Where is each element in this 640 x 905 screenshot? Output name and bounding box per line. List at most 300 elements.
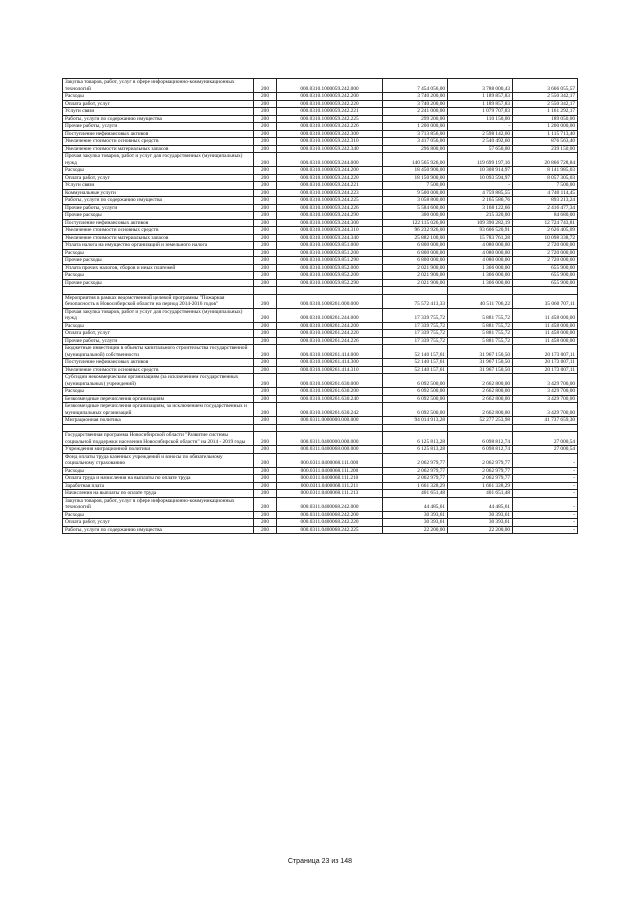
row-approved-cell: 17 339 755,72 <box>383 330 448 338</box>
row-executed-cell: 5 881 755,72 <box>448 337 513 345</box>
row-name-cell: Оплата работ, услуг <box>63 100 254 108</box>
row-classification-cell: 000.0310.1000059.244.221 <box>277 182 383 190</box>
row-approved-cell: 401 651,48 <box>383 490 448 498</box>
row-classification-cell: 000.0310.1008261.414.300 <box>277 359 383 367</box>
row-remaining-cell: 1 161 292,17 <box>513 108 578 116</box>
row-remaining-cell: 27 000,54 <box>513 432 578 446</box>
row-remaining-cell: - <box>513 497 578 511</box>
row-approved-cell: 140 565 926,00 <box>383 153 448 167</box>
row-code-cell: 200 <box>254 227 277 235</box>
row-approved-cell: 18 150 900,00 <box>383 174 448 182</box>
table-row <box>63 424 578 432</box>
table-row <box>63 100 578 108</box>
row-remaining-cell: 1 200 000,00 <box>513 123 578 131</box>
row-code-cell: 200 <box>254 242 277 250</box>
row-executed-cell: 30 393,61 <box>448 511 513 519</box>
table-row <box>63 446 578 454</box>
row-code-cell: 200 <box>254 153 277 167</box>
row-name-cell: Государственная программа Новосибирской области "Развитие системы социальной поддержки населения Новосибирской области" на 2014 - 2019 годы <box>63 432 254 446</box>
row-executed-cell: 1 366 000,00 <box>448 264 513 272</box>
row-executed-cell: 401 651,48 <box>448 490 513 498</box>
row-code-cell: 200 <box>254 511 277 519</box>
row-code-cell: 200 <box>254 93 277 101</box>
table-row <box>63 287 578 295</box>
row-code-cell: 200 <box>254 145 277 153</box>
row-approved-cell: 5 584 600,00 <box>383 204 448 212</box>
row-name-cell: Прочие расходы <box>63 212 254 220</box>
row-executed-cell <box>448 424 513 432</box>
row-classification-cell: 000.0310.1000059.242.221 <box>277 108 383 116</box>
row-remaining-cell: 893 213,24 <box>513 197 578 205</box>
row-approved-cell: 25 882 100,00 <box>383 234 448 242</box>
row-classification-cell <box>277 287 383 295</box>
row-name-cell: Услуги связи <box>63 108 254 116</box>
row-code-cell: 200 <box>254 264 277 272</box>
row-classification-cell: 000.0310.1000059.242.225 <box>277 115 383 123</box>
row-code-cell: 200 <box>254 100 277 108</box>
table-row <box>63 272 578 280</box>
row-executed-cell: 2 062 979,77 <box>448 453 513 467</box>
table-row <box>63 167 578 175</box>
table-row <box>63 467 578 475</box>
row-classification-cell: 000.0310.1000059.244.290 <box>277 212 383 220</box>
row-approved-cell: 44 485,61 <box>383 497 448 511</box>
row-classification-cell: 000.0310.1000059.852.290 <box>277 279 383 287</box>
row-remaining-cell: 2 416 477,34 <box>513 204 578 212</box>
row-code-cell: 200 <box>254 115 277 123</box>
row-code-cell: 200 <box>254 374 277 388</box>
row-classification-cell: 000.0310.1008261.244.200 <box>277 322 383 330</box>
row-executed-cell: 119 699 197,16 <box>448 153 513 167</box>
row-classification-cell: 000.0310.1000059.244.225 <box>277 197 383 205</box>
row-classification-cell: 000.0311.0400068.242.000 <box>277 497 383 511</box>
row-remaining-cell: 8 141 985,03 <box>513 167 578 175</box>
row-classification-cell: 000.0310.1008261.244.226 <box>277 337 383 345</box>
table-row <box>63 374 578 388</box>
row-remaining-cell: 84 680,00 <box>513 212 578 220</box>
row-classification-cell: 000.0310.1000059.242.220 <box>277 100 383 108</box>
row-approved-cell: 7 454 056,00 <box>383 79 448 93</box>
row-executed-cell: 57 650,00 <box>448 145 513 153</box>
row-remaining-cell: 27 000,54 <box>513 446 578 454</box>
row-approved-cell: 2 021 900,00 <box>383 264 448 272</box>
row-executed-cell: 2 062 979,77 <box>448 467 513 475</box>
row-executed-cell: - <box>448 182 513 190</box>
row-executed-cell: 93 606 520,91 <box>448 227 513 235</box>
row-approved-cell: 6 092 500,00 <box>383 403 448 417</box>
row-remaining-cell: 239 150,00 <box>513 145 578 153</box>
row-approved-cell: 9 500 000,00 <box>383 189 448 197</box>
row-executed-cell: 44 485,61 <box>448 497 513 511</box>
row-classification-cell: 000.0310.1000059.851.290 <box>277 257 383 265</box>
row-approved-cell: 1 200 000,00 <box>383 123 448 131</box>
row-remaining-cell: 2 626 405,09 <box>513 227 578 235</box>
row-approved-cell: 94 014 913,28 <box>383 417 448 425</box>
row-approved-cell: 6 800 000,00 <box>383 249 448 257</box>
row-classification-cell: 000.0310.1008261.244.000 <box>277 308 383 322</box>
row-classification-cell: 000.0311.0400068.242.200 <box>277 511 383 519</box>
row-approved-cell: 17 339 755,72 <box>383 308 448 322</box>
row-approved-cell: 7 500,00 <box>383 182 448 190</box>
row-approved-cell: 3 713 856,00 <box>383 130 448 138</box>
row-classification-cell: 000.0310.1008261.244.220 <box>277 330 383 338</box>
row-classification-cell: 000.0310.1000059.244.220 <box>277 174 383 182</box>
row-executed-cell: 3 788 000,43 <box>448 79 513 93</box>
row-classification-cell: 000.0310.1000059.851.200 <box>277 249 383 257</box>
row-remaining-cell: 655 900,00 <box>513 279 578 287</box>
table-row <box>63 204 578 212</box>
row-classification-cell: 000.0311.0400068.111.211 <box>277 482 383 490</box>
table-row <box>63 227 578 235</box>
table-row <box>63 403 578 417</box>
row-remaining-cell: - <box>513 511 578 519</box>
row-executed-cell: 4 080 000,00 <box>448 249 513 257</box>
table-row <box>63 497 578 511</box>
row-classification-cell: 000.0311.0400000.000.000 <box>277 432 383 446</box>
row-remaining-cell: - <box>513 482 578 490</box>
row-code-cell: 200 <box>254 345 277 359</box>
row-code-cell: 200 <box>254 388 277 396</box>
row-code-cell: 200 <box>254 279 277 287</box>
row-code-cell: 200 <box>254 294 277 308</box>
row-executed-cell: 2 598 142,60 <box>448 130 513 138</box>
table-row <box>63 388 578 396</box>
row-code-cell: 200 <box>254 257 277 265</box>
row-executed-cell: 5 881 755,72 <box>448 322 513 330</box>
row-executed-cell: 215 320,00 <box>448 212 513 220</box>
row-name-cell: Расходы <box>63 511 254 519</box>
row-executed-cell: 40 511 706,22 <box>448 294 513 308</box>
row-executed-cell: 10 308 914,97 <box>448 167 513 175</box>
row-name-cell <box>63 424 254 432</box>
row-classification-cell: 000.0310.1008261.630.200 <box>277 388 383 396</box>
row-classification-cell <box>277 424 383 432</box>
row-approved-cell: 30 393,61 <box>383 511 448 519</box>
row-name-cell: Увеличение стоимости материальных запасов <box>63 234 254 242</box>
row-executed-cell: 2 062 979,77 <box>448 475 513 483</box>
row-name-cell: Прочие работы, услуги <box>63 123 254 131</box>
row-approved-cell <box>383 287 448 295</box>
row-approved-cell: 6 092 500,00 <box>383 395 448 403</box>
row-executed-cell: 1 366 000,00 <box>448 272 513 280</box>
row-classification-cell: 000.0310.1000059.852.200 <box>277 272 383 280</box>
table-row <box>63 212 578 220</box>
row-executed-cell: - <box>448 123 513 131</box>
row-name-cell: Увеличение стоимости основных средств <box>63 227 254 235</box>
row-code-cell: 200 <box>254 197 277 205</box>
row-code-cell: 200 <box>254 497 277 511</box>
row-name-cell <box>63 287 254 295</box>
row-remaining-cell: 2 720 000,00 <box>513 249 578 257</box>
row-name-cell: Прочие работы, услуги <box>63 337 254 345</box>
row-remaining-cell: 10 098 338,72 <box>513 234 578 242</box>
row-approved-cell: 2 021 900,00 <box>383 279 448 287</box>
row-remaining-cell: - <box>513 526 578 534</box>
row-executed-cell: 31 967 150,50 <box>448 366 513 374</box>
row-remaining-cell: 3 429 700,00 <box>513 395 578 403</box>
row-classification-cell: 000.0310.1000059.242.300 <box>277 130 383 138</box>
row-executed-cell: 2 662 800,00 <box>448 403 513 417</box>
row-code-cell: 200 <box>254 189 277 197</box>
table-row <box>63 511 578 519</box>
row-remaining-cell: 3 429 700,00 <box>513 403 578 417</box>
table-row <box>63 115 578 123</box>
row-approved-cell <box>383 424 448 432</box>
row-name-cell: Учреждения миграционной политики <box>63 446 254 454</box>
row-executed-cell: 52 277 253,98 <box>448 417 513 425</box>
row-approved-cell: 96 232 926,00 <box>383 227 448 235</box>
row-remaining-cell: 3 666 055,57 <box>513 79 578 93</box>
row-code-cell: 200 <box>254 482 277 490</box>
row-executed-cell: 1 189 857,83 <box>448 93 513 101</box>
row-name-cell: Фонд оплаты труда казенных учреждений и взносы по обязательному социальному страхованию <box>63 453 254 467</box>
budget-table <box>62 78 578 534</box>
row-name-cell: Поступление нефинансовых активов <box>63 130 254 138</box>
row-remaining-cell: 20 866 728,84 <box>513 153 578 167</box>
row-name-cell: Расходы <box>63 93 254 101</box>
row-name-cell: Прочая закупка товаров, работ и услуг для государственных (муниципальных) нужд <box>63 153 254 167</box>
table-row <box>63 519 578 527</box>
row-executed-cell: 2 662 800,00 <box>448 395 513 403</box>
row-remaining-cell: - <box>513 467 578 475</box>
row-remaining-cell: 11 458 000,00 <box>513 308 578 322</box>
row-remaining-cell: 2 550 342,17 <box>513 100 578 108</box>
row-name-cell: Безвозмездные перечисления организациям <box>63 395 254 403</box>
row-executed-cell: 10 093 594,97 <box>448 174 513 182</box>
row-code-cell: 200 <box>254 108 277 116</box>
row-executed-cell: 15 783 761,28 <box>448 234 513 242</box>
row-code-cell: 200 <box>254 249 277 257</box>
row-code-cell: 200 <box>254 337 277 345</box>
row-name-cell: Прочая закупка товаров, работ и услуг для государственных (муниципальных) нужд <box>63 308 254 322</box>
table-row <box>63 264 578 272</box>
row-executed-cell: 4 759 885,55 <box>448 189 513 197</box>
row-name-cell: Закупка товаров, работ, услуг в сфере информационно-коммуникационных технологий <box>63 79 254 93</box>
row-remaining-cell: 2 720 000,00 <box>513 242 578 250</box>
row-code-cell: 200 <box>254 467 277 475</box>
table-row <box>63 145 578 153</box>
table-row <box>63 330 578 338</box>
row-remaining-cell: 11 458 000,00 <box>513 330 578 338</box>
row-executed-cell: 5 881 755,72 <box>448 330 513 338</box>
row-name-cell: Прочие расходы <box>63 257 254 265</box>
row-classification-cell: 000.0310.1008261.630.240 <box>277 395 383 403</box>
table-row <box>63 432 578 446</box>
row-name-cell: Расходы <box>63 467 254 475</box>
row-approved-cell: 1 661 328,29 <box>383 482 448 490</box>
table-row <box>63 257 578 265</box>
row-approved-cell: 3 058 800,00 <box>383 197 448 205</box>
row-classification-cell: 000.0310.1000059.244.300 <box>277 219 383 227</box>
page-number: Страница 23 из 148 <box>287 858 353 865</box>
table-row <box>63 526 578 534</box>
row-approved-cell: 6 092 500,00 <box>383 388 448 396</box>
row-remaining-cell: - <box>513 475 578 483</box>
row-name-cell: Работы, услуги по содержанию имущества <box>63 526 254 534</box>
row-classification-cell: 000.0310.1000059.242.226 <box>277 123 383 131</box>
row-classification-cell: 000.0310.1008261.630.000 <box>277 374 383 388</box>
row-classification-cell: 000.0310.1000059.242.000 <box>277 79 383 93</box>
table-row <box>63 482 578 490</box>
row-code-cell: 200 <box>254 219 277 227</box>
row-name-cell: Мероприятия в рамках ведомственной целевой программы "Пожарная безопасность в Новосибирской области на период 2014-2016 годов" <box>63 294 254 308</box>
row-executed-cell: 110 150,00 <box>448 115 513 123</box>
row-code-cell: 200 <box>254 519 277 527</box>
row-remaining-cell: - <box>513 453 578 467</box>
table-row <box>63 153 578 167</box>
row-approved-cell: 2 062 979,77 <box>383 475 448 483</box>
row-code-cell <box>254 287 277 295</box>
row-approved-cell: 3 740 200,00 <box>383 93 448 101</box>
row-remaining-cell: 655 900,00 <box>513 272 578 280</box>
row-approved-cell: 2 062 979,77 <box>383 453 448 467</box>
row-classification-cell: 000.0311.0400068.000.000 <box>277 446 383 454</box>
row-name-cell: Прочие работы, услуги <box>63 204 254 212</box>
table-row <box>63 234 578 242</box>
row-remaining-cell: 4 740 114,45 <box>513 189 578 197</box>
row-classification-cell: 000.0310.1000059.242.310 <box>277 138 383 146</box>
row-name-cell: Уплата прочих налогов, сборов и иных платежей <box>63 264 254 272</box>
row-code-cell: 200 <box>254 446 277 454</box>
row-classification-cell: 000.0310.1000059.244.310 <box>277 227 383 235</box>
row-remaining-cell: 3 429 700,00 <box>513 374 578 388</box>
row-name-cell: Поступление нефинансовых активов <box>63 359 254 367</box>
row-classification-cell: 000.0310.1000059.851.000 <box>277 242 383 250</box>
row-name-cell: Уплата налога на имущество организаций и земельного налога <box>63 242 254 250</box>
row-remaining-cell: - <box>513 519 578 527</box>
table-row <box>63 345 578 359</box>
row-approved-cell: 6 800 000,00 <box>383 242 448 250</box>
row-code-cell: 200 <box>254 490 277 498</box>
row-executed-cell: 2 165 586,76 <box>448 197 513 205</box>
row-classification-cell: 000.0311.0400068.111.000 <box>277 453 383 467</box>
row-approved-cell: 6 125 813,28 <box>383 446 448 454</box>
row-name-cell: Расходы <box>63 272 254 280</box>
table-row <box>63 337 578 345</box>
row-approved-cell: 3 417 056,00 <box>383 138 448 146</box>
row-code-cell: 200 <box>254 308 277 322</box>
row-approved-cell: 30 393,61 <box>383 519 448 527</box>
row-code-cell: 200 <box>254 212 277 220</box>
table-row <box>63 197 578 205</box>
row-executed-cell: 1 079 707,83 <box>448 108 513 116</box>
row-code-cell: 200 <box>254 182 277 190</box>
row-remaining-cell: 20 173 007,11 <box>513 366 578 374</box>
table-row <box>63 279 578 287</box>
row-classification-cell: 000.0310.1000059.242.340 <box>277 145 383 153</box>
row-code-cell <box>254 424 277 432</box>
row-name-cell: Оплата работ, услуг <box>63 174 254 182</box>
row-executed-cell: 31 967 150,50 <box>448 345 513 359</box>
row-classification-cell: 000.0310.1000059.852.000 <box>277 264 383 272</box>
row-remaining-cell <box>513 424 578 432</box>
row-name-cell: Прочие расходы <box>63 279 254 287</box>
row-classification-cell: 000.0311.0400068.242.220 <box>277 519 383 527</box>
table-row <box>63 108 578 116</box>
row-approved-cell: 52 140 157,61 <box>383 359 448 367</box>
row-approved-cell: 2 062 979,77 <box>383 467 448 475</box>
row-name-cell: Оплата работ, услуг <box>63 330 254 338</box>
table-row <box>63 79 578 93</box>
table-row <box>63 294 578 308</box>
table-row <box>63 322 578 330</box>
row-approved-cell: 300 000,00 <box>383 212 448 220</box>
row-classification-cell: 000.0310.1008261.414.310 <box>277 366 383 374</box>
row-approved-cell: 296 800,00 <box>383 145 448 153</box>
budget-table-sheet <box>62 78 577 534</box>
row-code-cell: 200 <box>254 403 277 417</box>
row-code-cell: 200 <box>254 453 277 467</box>
table-row <box>63 249 578 257</box>
row-code-cell: 200 <box>254 174 277 182</box>
row-code-cell: 200 <box>254 123 277 131</box>
row-name-cell: Субсидии некоммерческим организациям (за исключением государственных (муниципальных) учреждений) <box>63 374 254 388</box>
row-approved-cell: 18 450 900,00 <box>383 167 448 175</box>
row-name-cell: Работы, услуги по содержанию имущества <box>63 197 254 205</box>
row-approved-cell: 122 115 026,00 <box>383 219 448 227</box>
row-remaining-cell: 20 173 007,11 <box>513 345 578 359</box>
row-name-cell: Безвозмездные перечисления организациям, за исключением государственных и муниципальных организаций <box>63 403 254 417</box>
row-code-cell: 200 <box>254 79 277 93</box>
row-classification-cell: 000.0310.1008261.414.000 <box>277 345 383 359</box>
row-approved-cell: 75 572 413,33 <box>383 294 448 308</box>
row-executed-cell: 1 366 000,00 <box>448 279 513 287</box>
table-row <box>63 453 578 467</box>
row-code-cell: 200 <box>254 330 277 338</box>
row-approved-cell: 17 339 755,72 <box>383 337 448 345</box>
row-code-cell: 200 <box>254 475 277 483</box>
row-executed-cell: 4 080 000,00 <box>448 242 513 250</box>
row-executed-cell: 109 390 282,19 <box>448 219 513 227</box>
table-row <box>63 417 578 425</box>
row-classification-cell: 000.0311.0400068.111.200 <box>277 467 383 475</box>
row-executed-cell: 2 662 800,00 <box>448 374 513 388</box>
row-approved-cell: 3 740 200,00 <box>383 100 448 108</box>
row-code-cell: 200 <box>254 167 277 175</box>
row-approved-cell: 299 200,00 <box>383 115 448 123</box>
row-classification-cell: 000.0311.0400068.111.210 <box>277 475 383 483</box>
row-approved-cell: 2 021 900,00 <box>383 272 448 280</box>
row-remaining-cell: 655 900,00 <box>513 264 578 272</box>
row-remaining-cell: 3 429 700,00 <box>513 388 578 396</box>
row-code-cell: 200 <box>254 272 277 280</box>
row-classification-cell: 000.0311.0000000.000.000 <box>277 417 383 425</box>
row-remaining-cell: 2 720 000,00 <box>513 257 578 265</box>
row-classification-cell: 000.0310.1000059.242.200 <box>277 93 383 101</box>
row-approved-cell: 6 125 813,28 <box>383 432 448 446</box>
table-row <box>63 138 578 146</box>
row-remaining-cell: 12 724 743,81 <box>513 219 578 227</box>
row-remaining-cell: 20 173 007,11 <box>513 359 578 367</box>
row-remaining-cell: 189 050,00 <box>513 115 578 123</box>
row-approved-cell: 52 140 157,61 <box>383 366 448 374</box>
row-name-cell: Расходы <box>63 249 254 257</box>
row-executed-cell: 2 662 800,00 <box>448 388 513 396</box>
row-approved-cell: 6 800 000,00 <box>383 257 448 265</box>
row-remaining-cell: 41 737 659,30 <box>513 417 578 425</box>
row-name-cell: Услуги связи <box>63 182 254 190</box>
table-row <box>63 490 578 498</box>
row-code-cell: 200 <box>254 359 277 367</box>
row-executed-cell: 2 540 492,60 <box>448 138 513 146</box>
row-executed-cell: 30 393,61 <box>448 519 513 527</box>
row-remaining-cell: 11 458 000,00 <box>513 337 578 345</box>
row-name-cell: Увеличение стоимости материальных запасов <box>63 145 254 153</box>
row-name-cell: Увеличение стоимости основных средств <box>63 366 254 374</box>
row-executed-cell: 4 080 000,00 <box>448 257 513 265</box>
row-executed-cell: 31 967 150,50 <box>448 359 513 367</box>
table-row <box>63 242 578 250</box>
